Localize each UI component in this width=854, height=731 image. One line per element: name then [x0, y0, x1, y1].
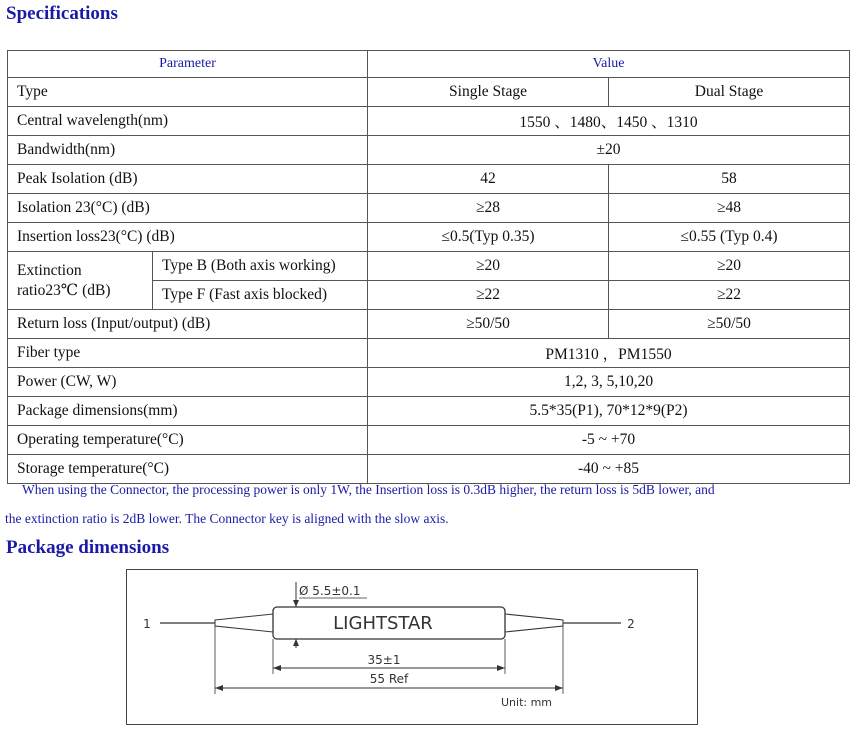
boot-right	[505, 614, 563, 632]
port-1-label: 1	[143, 617, 151, 631]
value-dual: ≥22	[609, 281, 850, 310]
row-label: Peak Isolation (dB)	[8, 165, 368, 194]
value-single: ≤0.5(Typ 0.35)	[368, 223, 609, 252]
total-length-label: 55 Ref	[369, 672, 409, 686]
table-row	[8, 339, 850, 368]
row-label: Bandwidth(nm)	[8, 136, 368, 165]
header-parameter: Parameter	[8, 51, 368, 78]
value-single: ≥28	[368, 194, 609, 223]
value-shared: PM1310 ，PM1550	[368, 339, 850, 368]
table-row	[8, 107, 850, 136]
table-row	[8, 455, 850, 484]
value-shared: -40 ~ +85	[368, 455, 850, 484]
row-label: Central wavelength(nm)	[8, 107, 368, 136]
row-label: Storage temperature(°C)	[8, 455, 368, 484]
connector-note-line1: When using the Connector, the processing power is only 1W, the Insertion loss is 0.3dB higher, the return loss is 5dB lower, and	[22, 482, 715, 497]
value-dual: ≥20	[609, 252, 850, 281]
row-label: Fiber type	[8, 339, 368, 368]
row-label: Insertion loss23(°C) (dB)	[8, 223, 368, 252]
brand-label: LIGHTSTAR	[333, 613, 433, 634]
value-single: ≥50/50	[368, 310, 609, 339]
table-row	[8, 136, 850, 165]
value-dual: ≤0.55 (Typ 0.4)	[609, 223, 850, 252]
value-single: ≥22	[368, 281, 609, 310]
table-row	[8, 194, 850, 223]
diameter-label: Ø 5.5±0.1	[299, 584, 361, 598]
row-sublabel: Type F (Fast axis blocked)	[153, 281, 368, 310]
extinction-label-line2: ratio23℃ (dB)	[17, 281, 111, 299]
package-drawing	[126, 569, 698, 725]
row-label: Power (CW, W)	[8, 368, 368, 397]
body-length-label: 35±1	[367, 653, 401, 667]
value-shared: ±20	[368, 136, 850, 165]
row-label: Return loss (Input/output) (dB)	[8, 310, 368, 339]
connector-note-line2: the extinction ratio is 2dB lower. The Connector key is aligned with the slow axis.	[5, 511, 449, 526]
value-shared: 1550 、1480、1450 、1310	[368, 107, 850, 136]
specifications-table	[7, 50, 850, 484]
table-row	[8, 368, 850, 397]
value-dual: Dual Stage	[609, 78, 850, 107]
extinction-label	[8, 252, 153, 310]
row-label: Isolation 23(°C) (dB)	[8, 194, 368, 223]
body-dim-arrow-left	[273, 665, 281, 671]
value-dual: ≥48	[609, 194, 850, 223]
total-dim-arrow-right	[555, 685, 563, 691]
package-drawing-svg	[127, 570, 697, 724]
total-dim-arrow-left	[215, 685, 223, 691]
value-dual: ≥50/50	[609, 310, 850, 339]
row-sublabel: Type B (Both axis working)	[153, 252, 368, 281]
table-row	[8, 78, 850, 107]
value-single: Single Stage	[368, 78, 609, 107]
boot-left	[215, 614, 273, 632]
value-shared: 5.5*35(P1), 70*12*9(P2)	[368, 397, 850, 426]
table-row	[8, 165, 850, 194]
table-row	[8, 223, 850, 252]
value-single: 42	[368, 165, 609, 194]
diameter-arrow-bottom	[293, 639, 299, 646]
value-shared: 1,2, 3, 5,10,20	[368, 368, 850, 397]
value-dual: 58	[609, 165, 850, 194]
value-single: ≥20	[368, 252, 609, 281]
header-value: Value	[368, 51, 850, 78]
table-header-row	[8, 51, 850, 78]
table-row	[8, 426, 850, 455]
table-row	[8, 310, 850, 339]
extinction-label-line1: Extinction	[17, 261, 82, 279]
diameter-arrow-top	[293, 600, 299, 607]
row-label: Package dimensions(mm)	[8, 397, 368, 426]
port-2-label: 2	[627, 617, 635, 631]
row-label: Operating temperature(°C)	[8, 426, 368, 455]
table-row	[8, 252, 850, 281]
unit-label: Unit: mm	[501, 696, 553, 709]
body-dim-arrow-right	[497, 665, 505, 671]
specifications-heading: Specifications	[6, 3, 118, 24]
value-shared: -5 ~ +70	[368, 426, 850, 455]
table-row	[8, 397, 850, 426]
row-label: Type	[8, 78, 368, 107]
package-dimensions-heading: Package dimensions	[6, 537, 170, 558]
